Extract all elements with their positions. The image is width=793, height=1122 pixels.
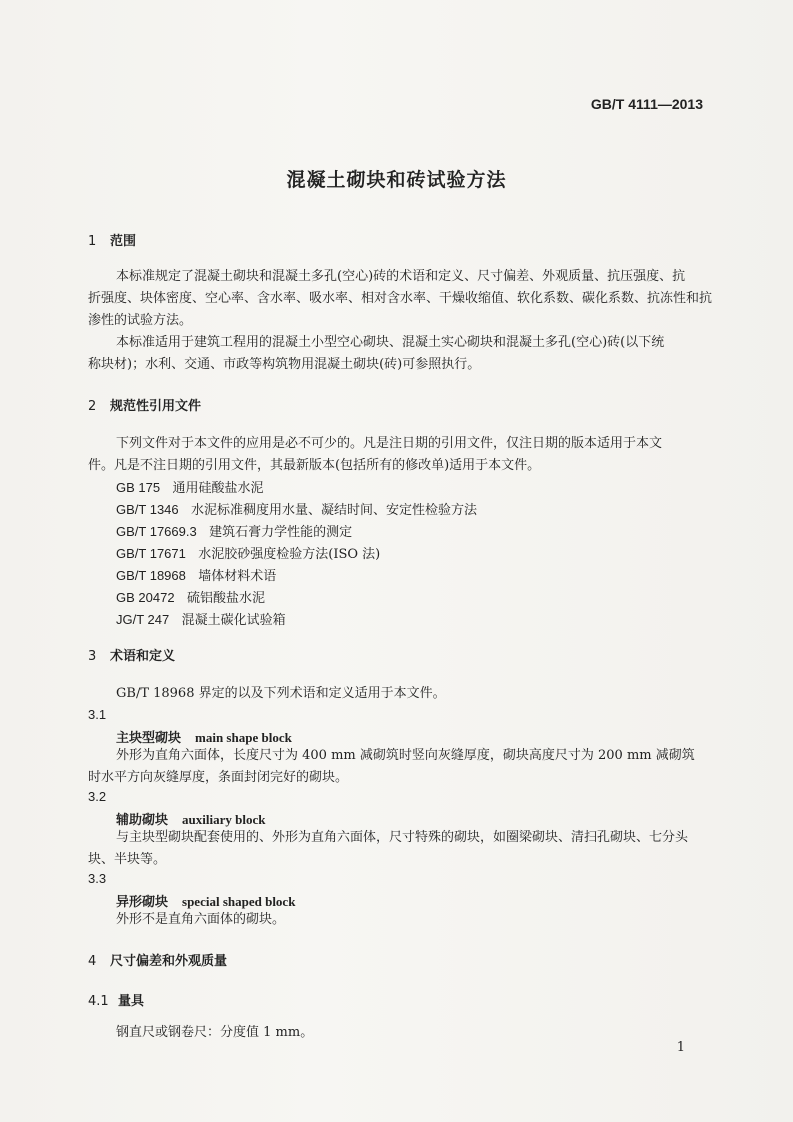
- standard-code: GB/T 4111—2013: [590, 96, 703, 112]
- section-1-para-1-line-1: 本标准规定了混凝土砌块和混凝土多孔(空心)砖的术语和定义、尺寸偏差、外观质量、抗压强度、抗: [116, 269, 686, 284]
- ref-item: GB 20472 硫铝酸盐水泥: [116, 590, 265, 606]
- section-4-1-heading: 4.1 量具: [88, 994, 145, 1009]
- ref-item: GB/T 1346 水泥标准稠度用水量、凝结时间、安定性检验方法: [116, 502, 478, 518]
- ref-item: GB/T 18968 墙体材料术语: [116, 568, 277, 584]
- term-3-2-number: 3.2: [88, 789, 107, 804]
- section-1-heading: 1 范围: [88, 234, 137, 249]
- ref-item: GB 175 通用硅酸盐水泥: [116, 480, 264, 496]
- term-3-3-name: 异形砌块 special shaped block: [116, 894, 296, 910]
- section-3-intro: GB/T 18968 界定的以及下列术语和定义适用于本文件。: [116, 686, 446, 701]
- term-3-1-def-line-2: 时水平方向灰缝厚度，条面封闭完好的砌块。: [88, 770, 349, 785]
- term-3-2-def-line-2: 块、半块等。: [88, 852, 167, 867]
- term-3-3-number: 3.3: [88, 871, 107, 886]
- ref-item: JG/T 247 混凝土碳化试验箱: [116, 612, 286, 628]
- term-3-3-def-line-1: 外形不是直角六面体的砌块。: [116, 912, 286, 927]
- term-3-2-def-line-1: 与主块型砌块配套使用的、外形为直角六面体，尺寸特殊的砌块，如圈梁砌块、清扫孔砌块、七分头: [116, 830, 689, 845]
- section-3-heading: 3 术语和定义: [88, 649, 176, 664]
- section-1-para-1-line-3: 渗性的试验方法。: [88, 313, 193, 328]
- section-4-1-text: 钢直尺或钢卷尺：分度值 1 mm。: [116, 1025, 314, 1040]
- section-2-para-line-2: 件。凡是不注日期的引用文件，其最新版本(包括所有的修改单)适用于本文件。: [88, 458, 541, 473]
- section-2-para-line-1: 下列文件对于本文件的应用是必不可少的。凡是注日期的引用文件，仅注日期的版本适用于本文: [116, 436, 663, 451]
- section-1-para-2-line-2: 称块材)；水利、交通、市政等构筑物用混凝土砌块(砖)可参照执行。: [88, 357, 481, 372]
- ref-item: GB/T 17669.3 建筑石膏力学性能的测定: [116, 524, 353, 540]
- term-3-1-def-line-1: 外形为直角六面体，长度尺寸为 400 mm 减砌筑时竖向灰缝厚度，砌块高度尺寸为 200 mm 减砌筑: [116, 748, 695, 763]
- section-1-para-2-line-1: 本标准适用于建筑工程用的混凝土小型空心砌块、混凝土实心砌块和混凝土多孔(空心)砖(以下统: [116, 335, 665, 350]
- section-2-heading: 2 规范性引用文件: [88, 399, 202, 414]
- section-4-heading: 4 尺寸偏差和外观质量: [88, 954, 228, 969]
- ref-item: GB/T 17671 水泥胶砂强度检验方法(ISO 法): [116, 546, 381, 562]
- term-3-1-name: 主块型砌块 main shape block: [116, 730, 292, 746]
- page-number: 1: [676, 1040, 685, 1055]
- page-title: 混凝土砌块和砖试验方法: [286, 169, 507, 191]
- term-3-1-number: 3.1: [88, 707, 107, 722]
- section-1-para-1-line-2: 折强度、块体密度、空心率、含水率、吸水率、相对含水率、干燥收缩值、软化系数、碳化系数、抗冻性和抗: [88, 291, 713, 306]
- term-3-2-name: 辅助砌块 auxiliary block: [116, 812, 266, 828]
